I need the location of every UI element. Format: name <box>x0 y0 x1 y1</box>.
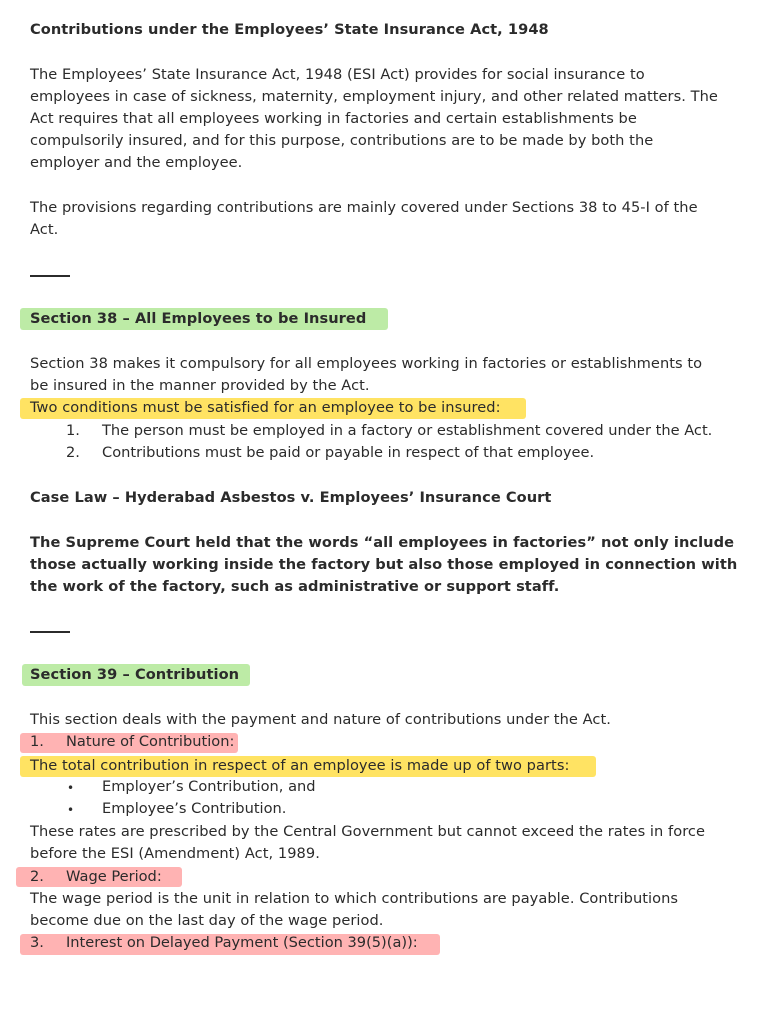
section-38-para-line-2: be insured in the manner provided by the Act. <box>30 377 370 394</box>
bullet-employer: Employer’s Contribution, and <box>102 778 316 795</box>
intro-line-4: compulsorily insured, and for this purpose, contributions are to be made by both the <box>30 132 654 149</box>
condition-2: Contributions must be paid or payable in respect of that employee. <box>102 444 595 461</box>
intro-line-3: Act requires that all employees working in factories and certain establishments be <box>30 110 637 127</box>
section-divider <box>30 275 70 277</box>
conditions-intro: Two conditions must be satisfied for an employee to be insured: <box>30 399 501 416</box>
bullet-icon: • <box>67 803 75 817</box>
document-title: Contributions under the Employees’ State Insurance Act, 1948 <box>30 21 549 38</box>
wage-line-2: become due on the last day of the wage period. <box>30 912 384 929</box>
rates-line-1: These rates are prescribed by the Central Government but cannot exceed the rates in force <box>30 823 706 840</box>
total-contribution-line: The total contribution in respect of an employee is made up of two parts: <box>30 757 570 774</box>
bullet-employee: Employee’s Contribution. <box>102 800 287 817</box>
section-38-heading: Section 38 – All Employees to be Insured <box>30 310 367 327</box>
item-1-number: 1. <box>30 733 44 750</box>
intro-line-1: The Employees’ State Insurance Act, 1948 (ESI Act) provides for social insurance to <box>30 66 645 83</box>
provisions-line-1: The provisions regarding contributions are mainly covered under Sections 38 to 45-I of the <box>30 199 698 216</box>
section-39-heading: Section 39 – Contribution <box>30 666 240 683</box>
item-2-number: 2. <box>30 868 44 885</box>
list-number: 2. <box>66 444 80 461</box>
provisions-line-2: Act. <box>30 221 59 238</box>
rates-line-2: before the ESI (Amendment) Act, 1989. <box>30 845 320 862</box>
item-1-label: Nature of Contribution: <box>66 733 235 750</box>
case-text-line-2: those actually working inside the factory but also those employed in connection with <box>30 556 738 573</box>
list-number: 1. <box>66 422 80 439</box>
bullet-icon: • <box>67 781 75 795</box>
intro-line-2: employees in case of sickness, maternity, employment injury, and other related matters. The <box>30 88 718 105</box>
section-39-para: This section deals with the payment and nature of contributions under the Act. <box>30 711 611 728</box>
item-3-label: Interest on Delayed Payment (Section 39(5)(a)): <box>66 934 418 951</box>
wage-line-1: The wage period is the unit in relation to which contributions are payable. Contributions <box>30 890 679 907</box>
intro-line-5: employer and the employee. <box>30 154 243 171</box>
item-3-number: 3. <box>30 934 44 951</box>
condition-1: The person must be employed in a factory or establishment covered under the Act. <box>102 422 713 439</box>
section-divider <box>30 631 70 633</box>
section-38-para-line-1: Section 38 makes it compulsory for all employees working in factories or establishments to <box>30 355 703 372</box>
case-text-line-1: The Supreme Court held that the words “all employees in factories” not only include <box>30 534 735 551</box>
case-law-title: Case Law – Hyderabad Asbestos v. Employees’ Insurance Court <box>30 489 552 506</box>
item-2-label: Wage Period: <box>66 868 162 885</box>
case-text-line-3: the work of the factory, such as administrative or support staff. <box>30 578 560 595</box>
